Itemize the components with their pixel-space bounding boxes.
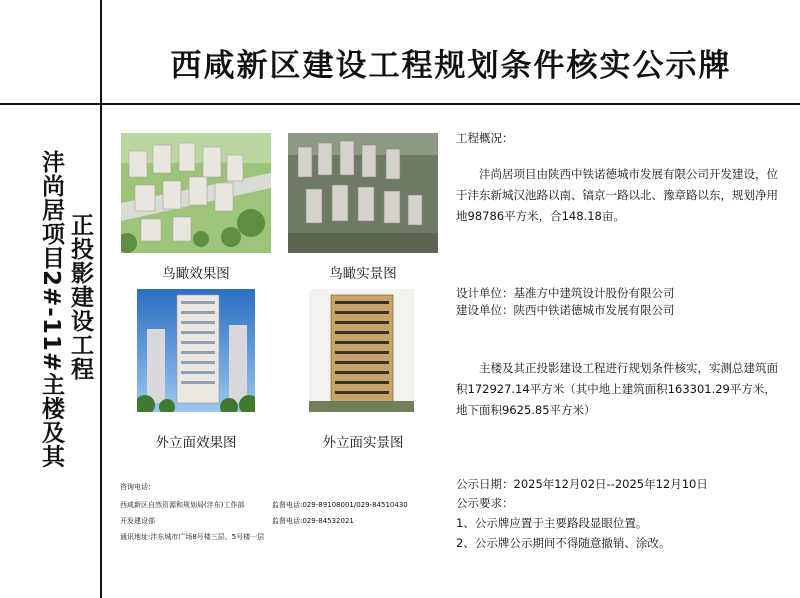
caption-facade-photo: 外立面实景图	[322, 435, 404, 451]
project-name-vertical: 沣尚居项目2#-11#主楼及其	[38, 150, 64, 469]
aerial-rendering-image	[121, 133, 271, 253]
contact-org-1: 西咸新区自然资源和规划局(沣东)工作部	[120, 501, 245, 509]
overview-heading: 工程概况：	[456, 131, 514, 145]
frame-left-rule	[100, 0, 102, 598]
notice-date: 公示日期：2025年12月02日--2025年12月10日	[456, 477, 708, 491]
facade-rendering-image	[137, 289, 255, 412]
overview-paragraph: 沣尚居项目由陕西中铁诺德城市发展有限公司开发建设，位于沣东新城汉池路以南、镐京一路以北、豫章路以东，规划净用地98786平方米，合148.18亩。	[456, 167, 778, 223]
contact-address: 通讯地址:沣东城市广场8号楼三层、5号楼一层	[120, 533, 265, 541]
aerial-photo-image	[288, 133, 438, 253]
notice-requirement-1: 1、公示牌应置于主要路段显眼位置。	[456, 516, 648, 530]
contact-heading: 咨询电话：	[120, 483, 155, 491]
contact-phone-1: 监督电话:029-89108001/029-84510430	[272, 501, 408, 509]
page-title: 西咸新区建设工程规划条件核实公示牌	[170, 48, 732, 84]
caption-facade-rendering: 外立面效果图	[155, 435, 237, 451]
design-unit: 设计单位：基准方中建筑设计股份有限公司	[456, 286, 675, 300]
caption-aerial-photo: 鸟瞰实景图	[329, 266, 397, 282]
notice-requirements-heading: 公示要求：	[456, 496, 514, 510]
project-scope-vertical: 正投影建设工程	[67, 213, 93, 381]
notice-requirement-2: 2、公示牌公示期间不得随意撤销、涂改。	[456, 536, 671, 550]
verification-paragraph: 主楼及其正投影建设工程进行规划条件核实，实测总建筑面积172927.14平方米（其中地上建筑面积163301.29平方米，地下面积9625.85平方米）	[456, 361, 778, 417]
contact-phone-2: 监督电话:029-84532021	[272, 517, 354, 525]
facade-photo-image	[309, 289, 414, 412]
construction-unit: 建设单位：陕西中铁诺德城市发展有限公司	[456, 303, 675, 317]
frame-top-rule	[0, 103, 800, 105]
contact-org-2: 开发建设部	[120, 517, 155, 525]
caption-aerial-rendering: 鸟瞰效果图	[162, 266, 230, 282]
